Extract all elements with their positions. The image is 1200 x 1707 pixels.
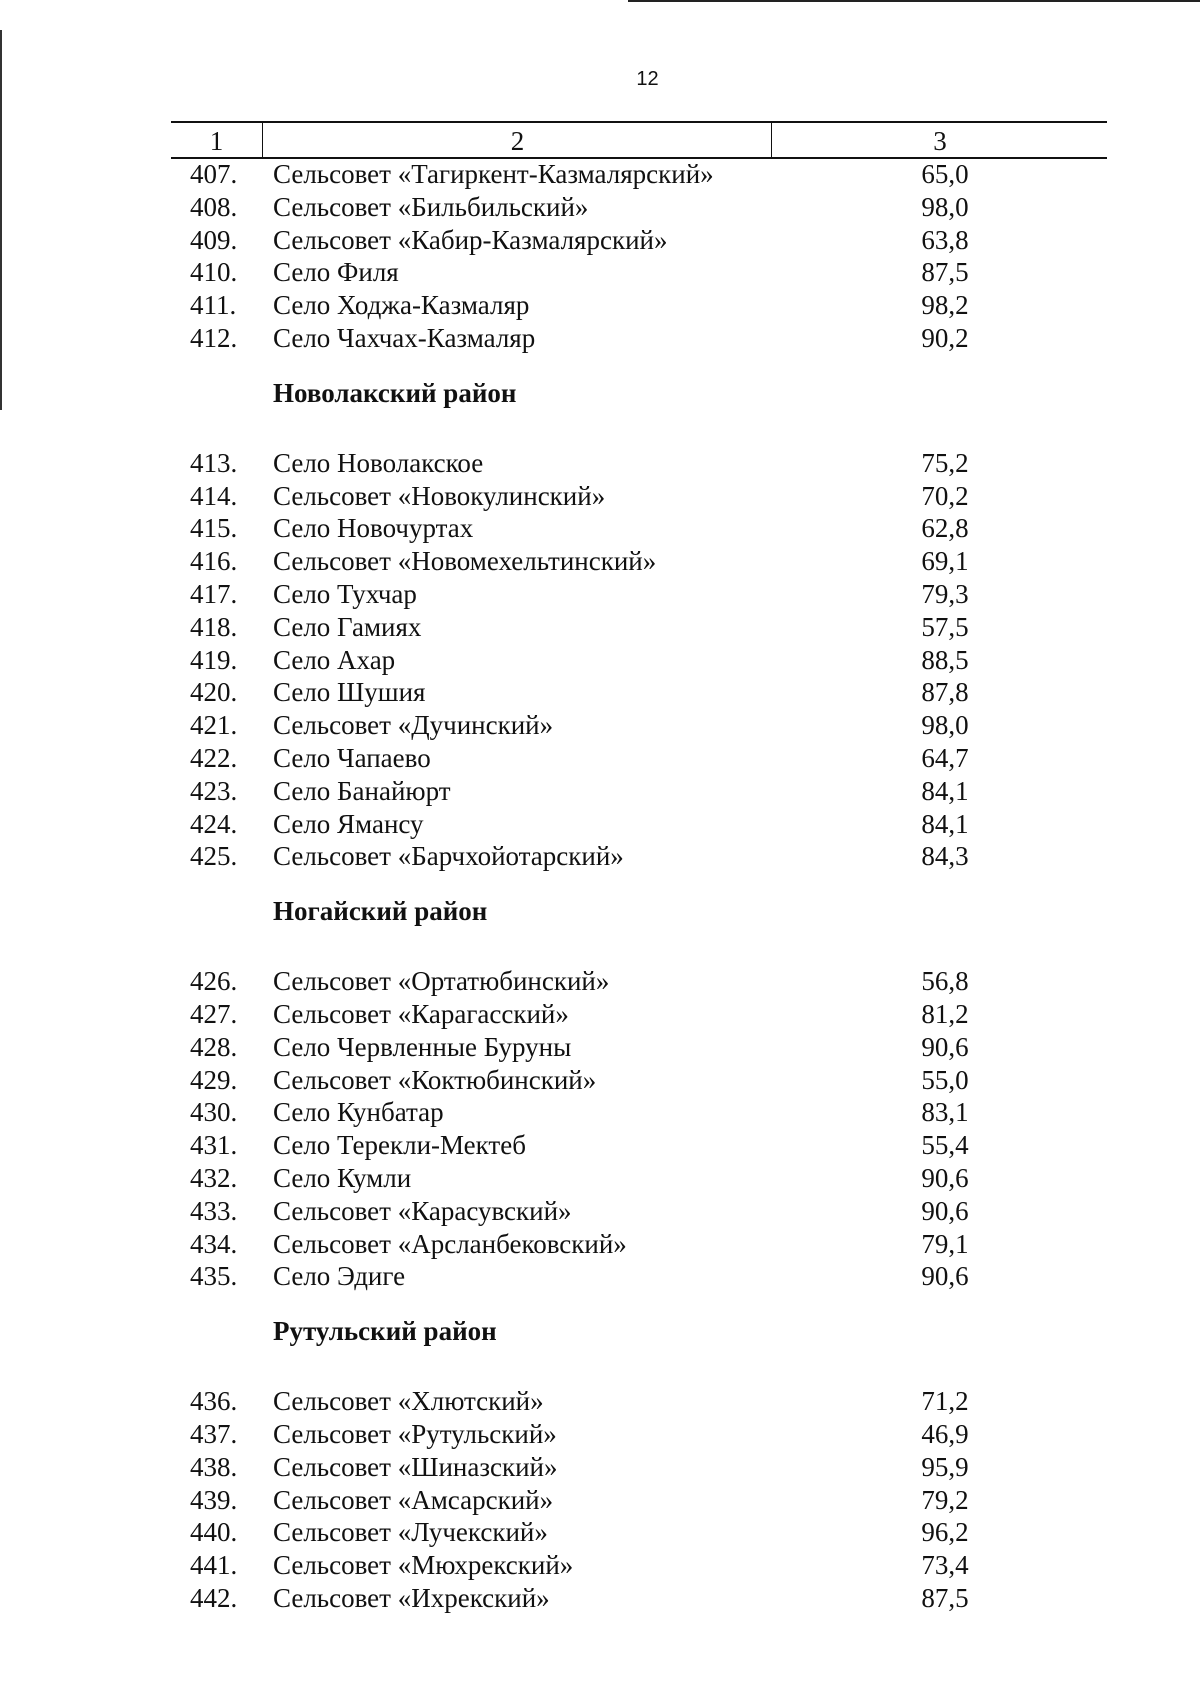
row-value: 84,1 (921, 808, 969, 839)
row-number: 436. (190, 1386, 238, 1417)
row-number: 438. (190, 1451, 238, 1482)
row-name: Сельсовет «Новокулинский» (273, 480, 606, 511)
row-number: 437. (190, 1418, 238, 1449)
row-name: Село Шушия (273, 677, 426, 708)
row-number: 434. (190, 1228, 238, 1259)
table-row (0, 1195, 1200, 1228)
row-value: 87,5 (921, 257, 969, 288)
row-number: 410. (190, 257, 238, 288)
row-name: Сельсовет «Бильбильский» (273, 191, 589, 222)
row-value: 87,8 (921, 677, 969, 708)
table-row (0, 1064, 1200, 1097)
row-name: Сельсовет «Шиназский» (273, 1451, 558, 1482)
row-number: 425. (190, 841, 238, 872)
row-number: 412. (190, 322, 238, 353)
row-name: Село Новолакское (273, 447, 484, 478)
row-name: Село Чапаево (273, 742, 431, 773)
district-title: Новолакский район (273, 377, 517, 408)
table-row (0, 965, 1200, 998)
table-row (0, 224, 1200, 257)
header-col-3: 3 (771, 123, 1108, 157)
row-number: 427. (190, 998, 238, 1029)
row-name: Село Ямансу (273, 808, 424, 839)
row-number: 424. (190, 808, 238, 839)
table-body (0, 158, 1200, 1615)
table-row (0, 840, 1200, 873)
row-value: 79,2 (921, 1484, 969, 1515)
row-number: 426. (190, 966, 238, 997)
row-value: 64,7 (921, 742, 969, 773)
row-number: 414. (190, 480, 238, 511)
row-value: 90,6 (921, 1261, 969, 1292)
row-name: Село Терекли-Мектеб (273, 1130, 526, 1161)
row-value: 95,9 (921, 1451, 969, 1482)
table-row (0, 1031, 1200, 1064)
row-number: 416. (190, 546, 238, 577)
row-value: 90,6 (921, 1195, 969, 1226)
row-number: 435. (190, 1261, 238, 1292)
table-row (0, 1096, 1200, 1129)
row-value: 90,6 (921, 1031, 969, 1062)
row-value: 98,2 (921, 290, 969, 321)
row-name: Село Тухчар (273, 578, 417, 609)
row-number: 439. (190, 1484, 238, 1515)
row-name: Сельсовет «Дучинский» (273, 710, 554, 741)
row-number: 430. (190, 1097, 238, 1128)
row-value: 75,2 (921, 447, 969, 478)
header-col-1: 1 (209, 126, 224, 156)
table-row (0, 1385, 1200, 1418)
table-row (0, 998, 1200, 1031)
row-number: 417. (190, 578, 238, 609)
row-number: 423. (190, 775, 238, 806)
table-row (0, 1228, 1200, 1261)
row-number: 415. (190, 513, 238, 544)
row-value: 84,1 (921, 775, 969, 806)
row-number: 441. (190, 1550, 238, 1581)
header-col-2: 2 (262, 123, 772, 157)
row-value: 73,4 (921, 1550, 969, 1581)
table-row (0, 1516, 1200, 1549)
table-row (0, 256, 1200, 289)
table-row (0, 1582, 1200, 1615)
row-number: 420. (190, 677, 238, 708)
row-value: 88,5 (921, 644, 969, 675)
table-row (0, 644, 1200, 677)
row-name: Село Банайюрт (273, 775, 451, 806)
row-name: Село Новочуртах (273, 513, 474, 544)
table-row (0, 1162, 1200, 1195)
row-number: 421. (190, 710, 238, 741)
table-row (0, 1549, 1200, 1582)
row-name: Сельсовет «Амсарский» (273, 1484, 554, 1515)
row-name: Сельсовет «Ортатюбинский» (273, 966, 610, 997)
row-name: Село Филя (273, 257, 399, 288)
row-number: 408. (190, 191, 238, 222)
row-name: Сельсовет «Карасувский» (273, 1195, 572, 1226)
table-row (0, 1418, 1200, 1451)
row-number: 440. (190, 1517, 238, 1548)
row-number: 418. (190, 611, 238, 642)
row-name: Сельсовет «Хлютский» (273, 1386, 544, 1417)
table-row (0, 191, 1200, 224)
row-number: 431. (190, 1130, 238, 1161)
row-number: 432. (190, 1162, 238, 1193)
row-value: 83,1 (921, 1097, 969, 1128)
row-value: 70,2 (921, 480, 969, 511)
row-value: 65,0 (921, 159, 969, 189)
district-title: Ногайский район (273, 896, 488, 927)
row-number: 407. (190, 159, 238, 189)
row-value: 84,3 (921, 841, 969, 872)
scan-edge-line (628, 0, 1200, 2)
row-name: Село Кумли (273, 1162, 412, 1193)
table-row (0, 322, 1200, 355)
row-name: Село Ходжа-Казмаляр (273, 290, 530, 321)
row-name: Сельсовет «Арсланбековский» (273, 1228, 627, 1259)
row-name: Село Чахчах-Казмаляр (273, 322, 536, 353)
row-name: Сельсовет «Тагиркент-Казмалярский» (273, 159, 714, 189)
table-row (0, 289, 1200, 322)
table-row (0, 1484, 1200, 1517)
table-row (0, 775, 1200, 808)
row-value: 62,8 (921, 513, 969, 544)
row-name: Сельсовет «Ихрекский» (273, 1582, 550, 1613)
table-row (0, 578, 1200, 611)
row-name: Село Кунбатар (273, 1097, 444, 1128)
table-row (0, 1451, 1200, 1484)
row-value: 56,8 (921, 966, 969, 997)
table-row (0, 1129, 1200, 1162)
row-number: 419. (190, 644, 238, 675)
row-value: 79,3 (921, 578, 969, 609)
district-title: Рутульский район (273, 1316, 497, 1347)
row-number: 422. (190, 742, 238, 773)
table-row (0, 808, 1200, 841)
table-row (0, 447, 1200, 480)
row-name: Сельсовет «Рутульский» (273, 1418, 557, 1449)
row-number: 433. (190, 1195, 238, 1226)
table-row (0, 709, 1200, 742)
row-number: 411. (190, 290, 237, 321)
row-number: 428. (190, 1031, 238, 1062)
row-name: Сельсовет «Барчхойотарский» (273, 841, 624, 872)
row-value: 71,2 (921, 1386, 969, 1417)
row-value: 55,4 (921, 1130, 969, 1161)
row-name: Сельсовет «Кабир-Казмалярский» (273, 224, 668, 255)
table-row (0, 611, 1200, 644)
row-name: Сельсовет «Коктюбинский» (273, 1064, 597, 1095)
row-value: 63,8 (921, 224, 969, 255)
row-name: Сельсовет «Мюхрекский» (273, 1550, 574, 1581)
page-number: 12 (636, 68, 659, 90)
row-value: 90,6 (921, 1162, 969, 1193)
row-value: 81,2 (921, 998, 969, 1029)
row-number: 413. (190, 447, 238, 478)
row-name: Село Ахар (273, 644, 396, 675)
table-row (0, 480, 1200, 513)
table-row (0, 1260, 1200, 1293)
table-header (171, 121, 1107, 159)
row-name: Сельсовет «Карагасский» (273, 998, 569, 1029)
row-name: Сельсовет «Лучекский» (273, 1517, 548, 1548)
row-name: Сельсовет «Новомехельтинский» (273, 546, 657, 577)
row-value: 57,5 (921, 611, 969, 642)
row-number: 442. (190, 1582, 238, 1613)
table-row (0, 545, 1200, 578)
row-value: 98,0 (921, 710, 969, 741)
row-value: 69,1 (921, 546, 969, 577)
table-row (0, 742, 1200, 775)
row-name: Село Гамиях (273, 611, 422, 642)
row-value: 98,0 (921, 191, 969, 222)
row-name: Село Червленные Буруны (273, 1031, 572, 1062)
table-row (0, 676, 1200, 709)
row-value: 96,2 (921, 1517, 969, 1548)
row-value: 79,1 (921, 1228, 969, 1259)
row-value: 46,9 (921, 1418, 969, 1449)
row-number: 409. (190, 224, 238, 255)
row-value: 55,0 (921, 1064, 969, 1095)
row-value: 90,2 (921, 322, 969, 353)
row-value: 87,5 (921, 1582, 969, 1613)
table-row (0, 512, 1200, 545)
table-row (0, 158, 1200, 191)
row-name: Село Эдиге (273, 1261, 406, 1292)
row-number: 429. (190, 1064, 238, 1095)
